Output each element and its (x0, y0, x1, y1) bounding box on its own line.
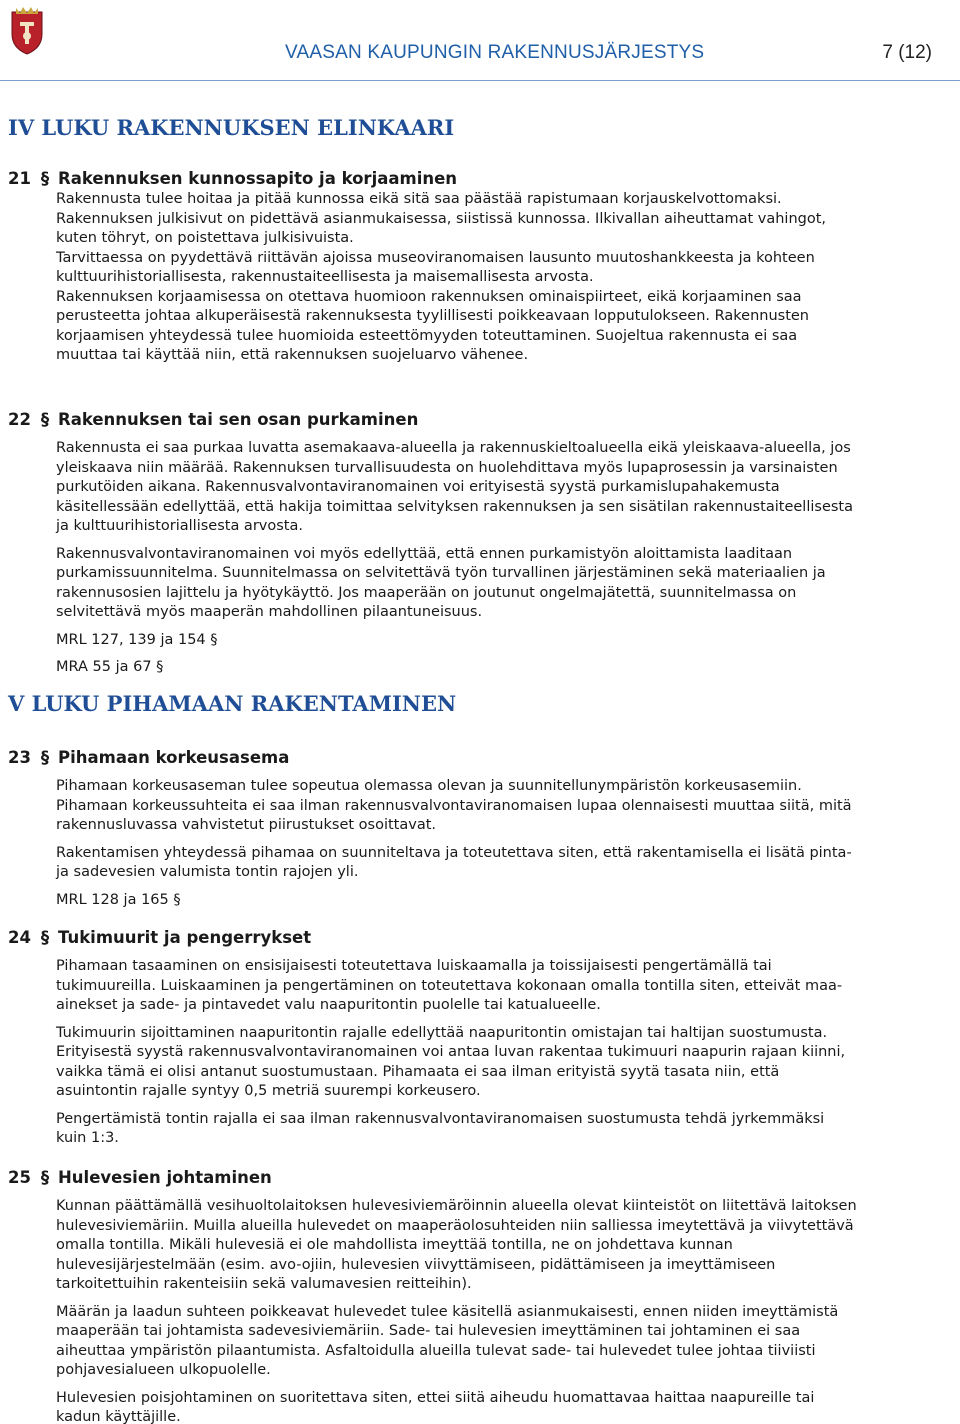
section-body: Kunnan päättämällä vesihuoltolaitoksen hulevesiviemäröinnin alueella olevat kiinteistöt on liitettävä laitoksen hulevesiviemäriin. Muilla alueilla hulevedet on maaperäolosuhteiden niin salliessa imeytettävä ja viivytettävä omalla tontilla. Mikäli hulevesiä ei ole mahdollista imeyttää tontilla, ne on johdettava kunnan hulevesijärjestelmään (esim. avo-ojiin, hulevesien viivyttämiseen, pidättämiseen ja imeyttämiseen tarkoitettuihin rakenteisiin sekä valumavesien reitteihin). Määrän ja laadun suhteen poikkeavat hulevedet tulee käsitellä asianmukaisesti, ennen niiden imeyttämistä maaperään tai johtamista sadevesiviemäriin. Sade- tai hulevesien imeyttäminen tai johtaminen ei saa aiheuttaa ympäristön pilaantumista. Asfaltoidulla alueilla tulevat sade- tai hulevedet tulee johtaa tiiviisti pohjavesialueen ulkopuolelle. Hulevesien poisjohtaminen on suoritettava siten, ettei siitä aiheudu huomattavaa haittaa naapureille tai kadun käyttäjille. (56, 1198, 857, 1424)
section-sign: § (40, 410, 50, 429)
section-24 (8, 927, 956, 1149)
section-heading: 23 § Pihamaan korkeusasema (8, 748, 290, 767)
section-heading: 24 § Tukimuurit ja pengerrykset (8, 928, 312, 947)
section-body: Rakennusta ei saa purkaa luvatta asemakaava-alueella ja rakennuskieltoalueella eikä yleiskaava-alueella, jos yleiskaava niin määrää. Rakennuksen turvallisuudesta on huolehdittava myös lupaprosessin ja varsinaisten purkutöiden aikana. Rakennusvalvontaviranomainen voi erityisestä syystä purkamislupahakemusta käsitellessään edellyttää, että hakija toimittaa selvityksen rakennuksen ja sen sisätilan rakennustaiteellisesta ja kulttuurihistoriallisesta arvosta. Rakennusvalvontaviranomainen voi myös edellyttää, että ennen purkamistyön aloittamista laaditaan purkamissuunnitelma. Suunnitelmassa on selvitettävä työn turvallinen järjestäminen sekä materiaalien ja rakennusosien lajittelu ja hyötykäyttö. Jos maaperään on joutunut ongelmajätettä, suunnitelmassa on selvitettävä myös maaperän mahdollinen pilaantuneisuus. MRL 127, 139 ja 154 § MRA 55 ja 67 § (8, 439, 956, 678)
section-body: Rakennusta tulee hoitaa ja pitää kunnossa eikä sitä saa päästää rapistumaan korjauskelvottomaksi. Rakennuksen julkisivut on pidettävä asianmukaisessa, siistissä kunnossa. Ilkivallan aiheuttamat vahingot, kuten töhryt, on poistettava julkisivuista. Tarvittaessa on pyydettävä riittävän ajoissa museoviranomaisen lausunto muutoshankkeesta ja kohteen kulttuurihistoriallisesta, rakennustaiteellisesta ja maisemallisesta arvosta. Rakennuksen korjaamisessa on otettava huomioon rakennuksen ominaispiirteet, eikä korjaaminen saa perusteetta johtaa alkuperäisestä rakennuksesta tyylillisesti poikkeavaan lopputulokseen. Rakennusten korjaamisen yhteydessä tulee huomioida esteettömyyden toteuttaminen. Suojeltua rakennusta ei saa muuttaa tai käyttää niin, että rakennuksen suojeluarvo vähenee. (56, 191, 827, 363)
chapter-heading-v: V LUKU PIHAMAAN RAKENTAMINEN (8, 691, 457, 716)
city-crest-icon (8, 6, 46, 56)
section-sign: § (40, 169, 50, 188)
section-heading: 21 § Rakennuksen kunnossapito ja korjaaminen (8, 169, 458, 188)
section-heading: 25 § Hulevesien johtaminen (8, 1168, 272, 1187)
page-number: 7 (12) (882, 42, 932, 63)
section-sign: § (40, 928, 50, 947)
section-body: Pihamaan korkeusaseman tulee sopeutua olemassa olevan ja suunnitellunympäristön korkeusasemiin. Pihamaan korkeussuhteita ei saa ilman rakennusvalvontaviranomaisen lupaa olennaisesti muuttaa siitä, mitä rakennusluvassa vahvistetut piirustukset osoittavat. Rakentamisen yhteydessä pihamaa on suunniteltava ja toteutettava siten, että rakentamisella ei lisätä pinta- ja sadevesien valumista tontin rajojen yli. MRL 128 ja 165 § (8, 777, 956, 910)
legal-reference: MRA 55 ja 67 § (56, 659, 164, 675)
section-21 (8, 168, 956, 366)
header-divider (0, 80, 960, 81)
section-heading: 22 § Rakennuksen tai sen osan purkaminen (8, 410, 419, 429)
legal-reference: MRL 127, 139 ja 154 § (56, 631, 218, 648)
legal-reference: MRL 128 ja 165 § (56, 891, 181, 908)
chapter-heading-iv: IV LUKU RAKENNUKSEN ELINKAARI (8, 115, 455, 140)
section-sign: § (40, 748, 50, 767)
section-22 (8, 409, 956, 678)
document-title: VAASAN KAUPUNGIN RAKENNUSJÄRJESTYS (285, 42, 705, 63)
section-sign: § (40, 1168, 50, 1187)
section-body: Pihamaan tasaaminen on ensisijaisesti toteutettava luiskaamalla ja toissijaisesti pengertämällä tai tukimuureilla. Luiskaaminen ja pengertäminen on toteutettava kokonaan omalla tontilla siten, etteivät maa- ainekset ja sade- ja pintavedet valu naapuritontin puolelle tai katualueelle. Tukimuurin sijoittaminen naapuritontin rajalle edellyttää naapuritontin omistajan tai haltijan suostumusta. Erityisestä syystä rakennusvalvontaviranomainen voi antaa luvan rakentaa tukimuuri naapurin rajaan kiinni, vaikka tämä ei olisi antanut suostumustaan. Pihamaata ei saa ilman erityistä syytä tasata niin, että asuintontin rajalle syntyy 0,5 metriä suurempi korkeusero. Pengertämistä tontin rajalla ei saa ilman rakennusvalvontaviranomaisen suostumusta tehdä jyrkemmäksi kuin 1:3. (56, 958, 846, 1146)
section-23 (8, 747, 956, 910)
section-25 (8, 1167, 956, 1424)
